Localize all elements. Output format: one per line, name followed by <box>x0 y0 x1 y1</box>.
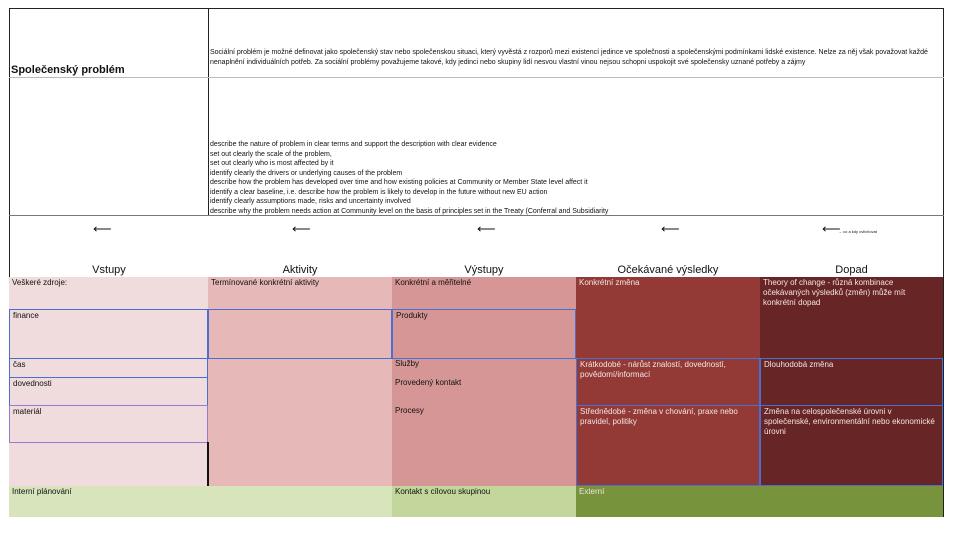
arrow-left-icon: ⟵ <box>477 221 496 236</box>
instruction-line: describe the nature of problem in clear terms and support the description with clear evidence <box>210 141 497 148</box>
inputs-zdroje: Veškeré zdroje: <box>12 278 68 287</box>
impact-main: Theory of change - různá kombinace očekávaných výsledků (změn) může mít konkrétní dopad <box>763 278 906 307</box>
column-header-vysledky: Očekávané výsledky <box>617 264 719 276</box>
activities-main: Termínované konkrétní aktivity <box>211 278 320 287</box>
header-divider <box>208 8 209 215</box>
problem-definition: Sociální problém je možné definovat jako společenský stav nebo společenskou situaci, který vyvěstá z rozporů mezi existencí jedince ve společnosti a společenskými podmínkami lidské existence. Nelze za něj však považovat každé nenaplnění individuálních potřeb. Za sociální problémy považujeme takové, kdy jedinci nebo skupiny lidí nesvou vlastní vinou nejsou schopni uspokojit své společensky uznané potřeby a zájmy <box>210 49 928 66</box>
activities-finance-cell <box>208 309 392 359</box>
footer-kontakt: Kontakt s cílovou skupinou <box>392 486 576 517</box>
inputs-material: materiál <box>9 405 208 443</box>
results-main: Konkrétní změna <box>579 278 640 287</box>
column-header-vstupy: Vstupy <box>92 264 126 276</box>
arrow-left-icon: ⟵ <box>292 221 311 236</box>
results-kratkodobe: Krátkodobé - nárůst znalostí, dovedností, povědomí/informací <box>576 358 760 406</box>
inputs-cas: čas <box>9 358 208 378</box>
footer-externi: Externí <box>576 486 943 517</box>
instruction-line: identify clearly assumptions made, risks and uncertainty involved <box>210 198 411 205</box>
column-header-vystupy: Výstupy <box>464 264 504 276</box>
instruction-line: describe how the problem has developed over time and how existing policies at Community or Member State level affect it <box>210 179 588 186</box>
instruction-line: identify a clear baseline, i.e. describe how the problem is likely to develop in the future without new EU action <box>210 188 548 196</box>
impact-dlouhodoba: Dlouhodobá změna <box>760 358 943 406</box>
column-header-dopad: Dopad <box>835 264 868 276</box>
outputs-procesy: Procesy <box>395 406 424 415</box>
results-strednedobe: Střednědobé - změna v chování, praxe nebo pravidel, politiky <box>576 405 760 486</box>
arrow-left-icon: ⟵ <box>822 221 841 236</box>
inputs-dovednosti: dovednosti <box>9 377 208 406</box>
impact-celospolecenska: Změna na celospolečenské úrovni v společenské, environmentální nebo ekonomické úrovni <box>760 405 943 486</box>
problem-instructions <box>210 140 940 216</box>
outputs-produkty: Produkty <box>392 309 576 359</box>
header-row-line <box>9 77 944 78</box>
outputs-kontakt: Provedený kontakt <box>395 378 462 387</box>
column-header-aktivity: Aktivity <box>282 264 318 276</box>
instruction-line: describe why the problem needs action at Community level on the basis of principles set in the Treaty (Conferral and Subsidiarity <box>210 207 609 215</box>
footer-interni: Interní plánování <box>9 486 392 517</box>
column-divider <box>207 442 209 486</box>
inputs-finance: finance <box>9 309 208 359</box>
instruction-line: set out clearly the scale of the problem, <box>210 150 332 158</box>
outputs-main: Konkrétní a měřitelné <box>395 278 472 287</box>
arrow-note: → co a kdy ovlivňovat <box>838 229 877 234</box>
arrow-left-icon: ⟵ <box>661 221 680 236</box>
instruction-line: set out clearly who is most affected by it <box>210 160 334 167</box>
outputs-sluzby: Služby <box>395 359 420 368</box>
page-title: Společenský problém <box>11 64 125 76</box>
instruction-line: identify clearly the drivers or underlying causes of the problem <box>210 169 403 177</box>
arrow-left-icon: ⟵ <box>93 221 112 236</box>
